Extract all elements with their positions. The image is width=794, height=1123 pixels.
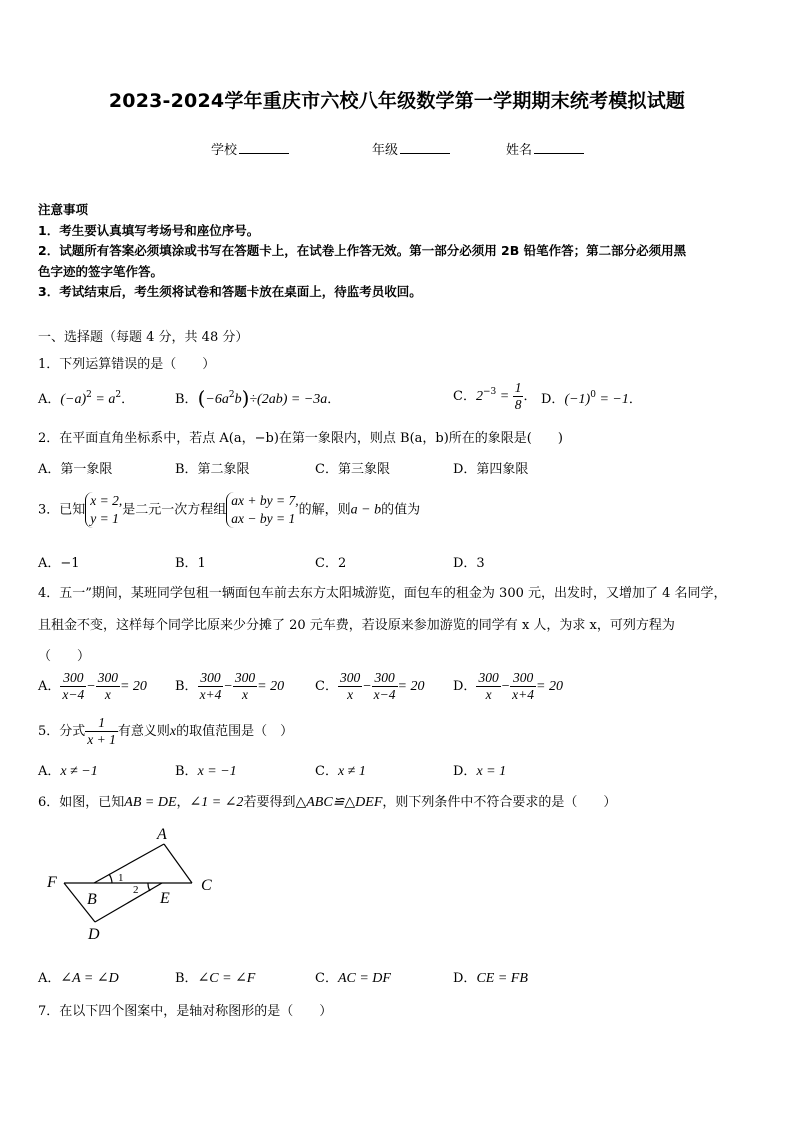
q5-pre: 5．分式 xyxy=(38,724,86,739)
denominator: x xyxy=(104,687,111,702)
school-blank[interactable] xyxy=(239,141,289,154)
line-ac xyxy=(164,844,192,883)
q4-option-c[interactable] xyxy=(315,670,424,703)
q4-line3: （ ） xyxy=(38,649,91,664)
angle-2-label: 2 xyxy=(133,884,139,896)
name-field[interactable] xyxy=(506,139,584,158)
q6-mid: 若要得到 xyxy=(243,795,296,810)
minus-sign: − xyxy=(223,679,233,694)
school-label: 学校 xyxy=(211,143,238,158)
numerator: 300 xyxy=(510,670,536,687)
q5-option-d[interactable] xyxy=(453,760,506,780)
q6-sep: ， xyxy=(176,795,190,810)
option-text: x ≠ −1 xyxy=(60,764,98,779)
q1-stem: 1．下列运算错误的是（ ） xyxy=(38,357,216,372)
q3-mid: 是二元一次方程组 xyxy=(122,502,227,518)
numerator: 300 xyxy=(478,670,499,685)
angle-1-label: 1 xyxy=(118,872,124,884)
q6-target: △ABC≌△DEF xyxy=(295,795,383,810)
q1-d-expr: (−1) xyxy=(564,392,591,407)
q2-stem: 2．在平面直角坐标系中，若点 A(a，−b)在第一象限内，则点 B(a，b)所在的象限是( ) xyxy=(38,431,563,446)
numerator: 300 xyxy=(234,670,256,685)
q1-c-exp: −3 xyxy=(482,387,497,397)
q1-a-rhs: = a xyxy=(91,392,116,407)
q1-d-end: ． xyxy=(628,392,642,407)
q1-c-eq: = xyxy=(496,389,513,404)
paren-close: ) xyxy=(241,386,250,410)
q1-c-end: ． xyxy=(523,389,537,404)
q1-c-fraction xyxy=(513,380,524,413)
option-text: ∠C = ∠F xyxy=(197,971,256,986)
option-text: CE = FB xyxy=(476,971,528,986)
option-label: D． xyxy=(453,679,477,694)
denominator: x xyxy=(242,687,248,702)
paren-open: ( xyxy=(197,386,206,410)
q3-eq1: ax + by = 7, xyxy=(231,493,299,508)
q3-post1: 的解，则 xyxy=(298,502,351,518)
q6-stem xyxy=(38,791,616,811)
q3-option-c[interactable]: C．2 xyxy=(315,556,347,571)
exam-title: 2023-2024学年重庆市六校八年级数学第一学期期末统考模拟试题 xyxy=(108,90,686,112)
option-label: C． xyxy=(453,389,476,404)
q1-b-rhs: ÷(2ab) = −3a xyxy=(249,392,328,407)
option-label: C． xyxy=(315,679,338,694)
q1-b-lhs: −6a xyxy=(205,392,229,407)
fraction xyxy=(338,670,362,703)
note-item: 2．试题所有答案必须填涂或书写在答题卡上，在试卷上作答无效。第一部分必须用 2B 铅笔作答；第二部分必须用黑 xyxy=(38,243,687,258)
q5-post1: 有意义则 xyxy=(117,724,170,739)
q1-a-exp: 2 xyxy=(86,390,92,400)
q1-a-expr: (−a) xyxy=(60,392,87,407)
q6-post: ，则下列条件中不符合要求的是（ ） xyxy=(382,795,617,810)
option-text: x = −1 xyxy=(197,764,237,779)
numerator: 1 xyxy=(514,380,522,395)
q5-var: x xyxy=(169,724,177,739)
q4-rhs: = 20 xyxy=(536,679,563,694)
angle-2-arc xyxy=(148,883,150,891)
denominator: 8 xyxy=(514,397,522,412)
q4-line1: 4．五一”期间，某班同学包租一辆面包车前去东方太阳城游览，面包车的租金为 300 元，出发时，又增加了 4 名同学， xyxy=(38,586,727,601)
option-label: C． xyxy=(315,764,338,779)
denominator: x−4 xyxy=(373,687,396,702)
line-de xyxy=(95,883,162,922)
fraction xyxy=(233,670,257,703)
option-text: AC = DF xyxy=(337,971,391,986)
q3-sol-y: y = 1 xyxy=(90,511,119,526)
q6-triangle-figure xyxy=(40,825,230,950)
fraction xyxy=(476,670,500,703)
q6-option-d[interactable] xyxy=(453,967,528,987)
label-a: A xyxy=(157,826,167,843)
note-item: 3．考试结束后，考生须将试卷和答题卡放在桌面上，待监考员收回。 xyxy=(38,284,422,299)
label-d: D xyxy=(88,926,100,943)
q4-rhs: = 20 xyxy=(257,679,285,694)
q3-expr: a − b xyxy=(350,502,382,518)
q5-stem xyxy=(38,715,293,748)
q1-b-exp: 2 xyxy=(228,390,235,400)
q3-sol-x: x = 2, xyxy=(90,493,123,508)
q1-c-base: 2 xyxy=(475,389,483,404)
q1-option-b[interactable] xyxy=(175,386,340,410)
minus-sign: − xyxy=(362,679,372,694)
option-text: x ≠ 1 xyxy=(337,764,366,779)
q4-line2: 且租金不变，这样每个同学比原来少分摊了 20 元车费，若设原来参加游览的同学有 x 人，为求 x，可列方程为 xyxy=(38,618,675,633)
label-b: B xyxy=(87,891,97,908)
numerator: 300 xyxy=(198,670,224,687)
fraction xyxy=(510,670,536,703)
q1-option-a[interactable] xyxy=(38,388,134,408)
grade-field[interactable] xyxy=(372,139,450,158)
q6-option-b[interactable] xyxy=(175,967,255,987)
denominator: x xyxy=(347,687,354,702)
q2-option-a[interactable]: A．第一象限 xyxy=(38,462,113,477)
fraction xyxy=(96,670,120,703)
q5-option-b[interactable] xyxy=(175,760,237,780)
q3-option-a[interactable]: A．−1 xyxy=(38,556,80,571)
option-label: B． xyxy=(175,764,198,779)
q6-option-a[interactable] xyxy=(38,967,119,987)
label-e: E xyxy=(160,890,170,907)
fraction xyxy=(198,670,224,703)
option-label: D． xyxy=(453,764,477,779)
grade-label: 年级 xyxy=(372,143,399,158)
q6-option-c[interactable] xyxy=(315,967,391,987)
q6-pre: 6．如图，已知 xyxy=(38,795,125,810)
q3-post2: 的值为 xyxy=(381,502,421,518)
q5-post2: 的取值范围是（ ） xyxy=(176,724,294,739)
option-label: A． xyxy=(38,971,61,986)
option-text: ∠A = ∠D xyxy=(60,971,119,986)
line-ba xyxy=(94,844,164,883)
notes-block xyxy=(38,200,686,303)
denominator: x + 1 xyxy=(87,732,116,747)
q4-option-a[interactable] xyxy=(38,670,147,703)
school-field[interactable] xyxy=(211,139,289,158)
option-label: A． xyxy=(38,392,61,407)
q3-option-d[interactable]: D．3 xyxy=(453,556,485,571)
q1-a-rhs-exp: 2 xyxy=(115,390,122,400)
grade-blank[interactable] xyxy=(400,141,450,154)
angle-1-arc xyxy=(109,874,112,883)
q5-fraction xyxy=(85,715,118,748)
minus-sign: − xyxy=(86,679,96,694)
q3-option-b[interactable]: B．1 xyxy=(175,556,206,571)
label-f: F xyxy=(47,874,57,891)
q7-stem: 7．在以下四个图案中，是轴对称图形的是（ ） xyxy=(38,1004,333,1019)
q4-rhs: = 20 xyxy=(119,679,147,694)
q2-option-d[interactable]: D．第四象限 xyxy=(453,462,529,477)
q5-option-a[interactable] xyxy=(38,760,98,780)
denominator: x−4 xyxy=(62,687,85,702)
q5-option-c[interactable] xyxy=(315,760,366,780)
q3-pre: 3．已知 xyxy=(38,502,86,518)
q2-option-b[interactable]: B．第二象限 xyxy=(175,462,250,477)
notes-heading: 注意事项 xyxy=(38,202,89,217)
q4-option-b[interactable] xyxy=(175,670,284,703)
option-text: x = 1 xyxy=(476,764,507,779)
q4-rhs: = 20 xyxy=(397,679,425,694)
fraction xyxy=(60,670,86,703)
q3-stem xyxy=(38,492,420,528)
q1-a-end: ． xyxy=(121,392,135,407)
section-title: 一、选择题（每题 4 分，共 48 分） xyxy=(38,330,249,345)
option-label: B． xyxy=(175,392,198,407)
option-label: D． xyxy=(453,971,477,986)
minus-sign: − xyxy=(500,679,511,694)
q1-b-mid: b xyxy=(234,392,242,407)
q3-system xyxy=(226,492,298,528)
q4-option-d[interactable] xyxy=(453,670,563,703)
numerator: 300 xyxy=(97,670,118,685)
q1-b-end: ． xyxy=(327,392,341,407)
q1-option-d[interactable] xyxy=(541,388,642,408)
q6-cond1: AB = DE xyxy=(124,795,177,810)
denominator: x+4 xyxy=(512,687,534,702)
option-label: A． xyxy=(38,679,61,694)
q1-d-exp: 0 xyxy=(590,390,596,400)
q6-cond2: ∠1 = ∠2 xyxy=(189,795,244,810)
label-c: C xyxy=(201,877,212,894)
q1-d-rhs: = −1 xyxy=(595,392,629,407)
numerator: 300 xyxy=(339,670,361,685)
note-item: 1．考生要认真填写考场号和座位序号。 xyxy=(38,222,260,238)
option-label: B． xyxy=(175,679,198,694)
q3-eq2: ax − by = 1 xyxy=(231,511,296,526)
name-blank[interactable] xyxy=(534,141,584,154)
option-label: D． xyxy=(541,392,565,407)
numerator: 300 xyxy=(372,670,398,687)
denominator: x xyxy=(485,687,492,702)
denominator: x+4 xyxy=(199,687,222,702)
option-label: B． xyxy=(175,971,198,986)
name-label: 姓名 xyxy=(506,143,533,158)
note-item: 色字迹的签字笔作答。 xyxy=(38,263,164,279)
fraction xyxy=(372,670,398,703)
numerator: 300 xyxy=(60,670,86,687)
option-label: C． xyxy=(315,971,338,986)
numerator: 1 xyxy=(85,715,118,732)
option-label: A． xyxy=(38,764,61,779)
q2-option-c[interactable]: C．第三象限 xyxy=(315,462,390,477)
q3-solution xyxy=(85,492,122,528)
q1-option-c[interactable] xyxy=(453,380,536,413)
